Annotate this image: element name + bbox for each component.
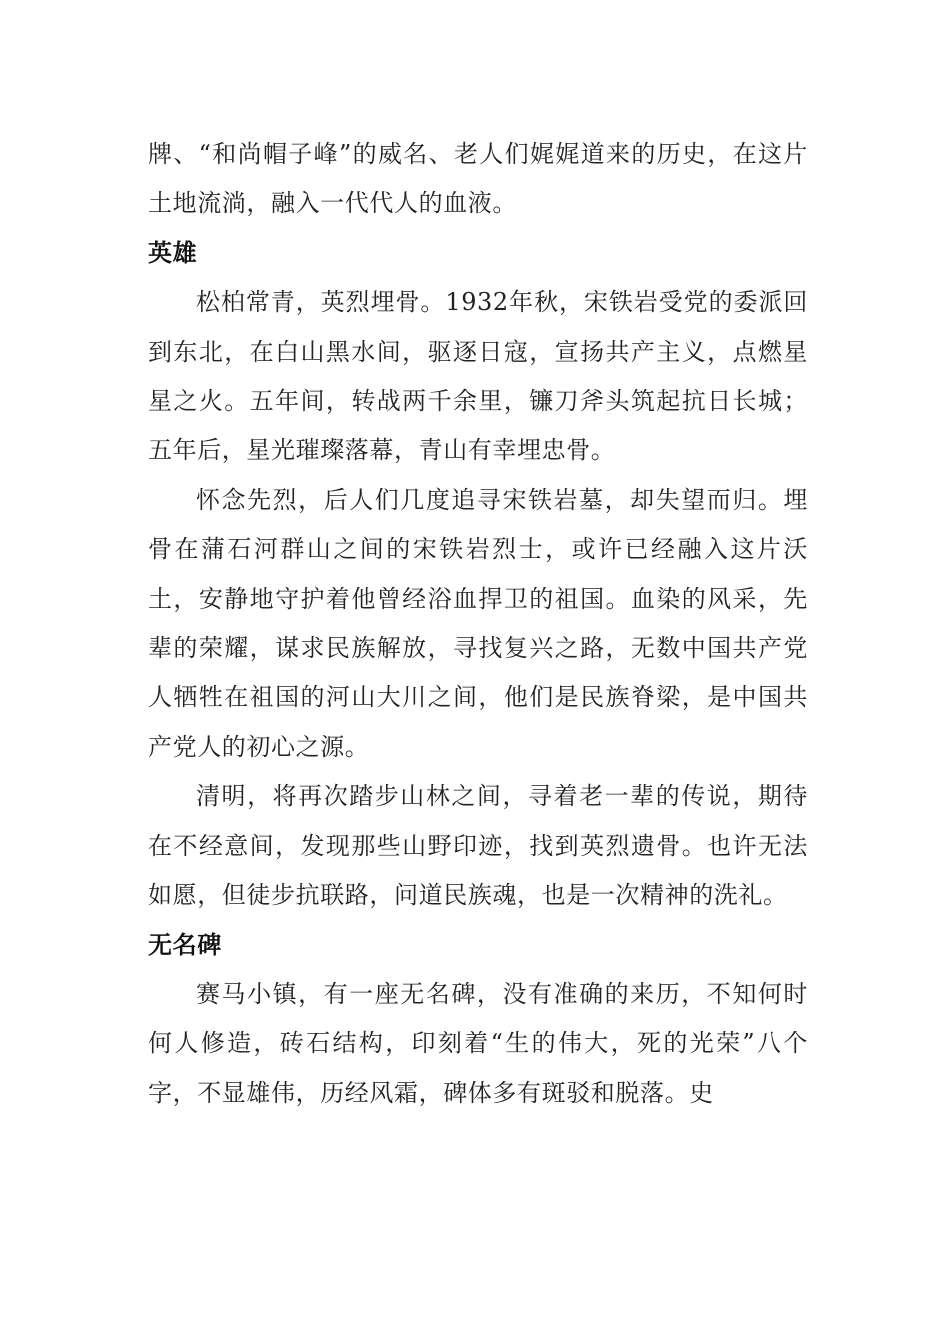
document-body (148, 130, 808, 1118)
paragraph-saima-town: 赛马小镇，有一座无名碑，没有准确的来历，不知何时何人修造，砖石结构，印刻着“生的伟大，死的光荣”八个字，不显雄伟，历经风霜，碑体多有斑驳和脱落。史 (148, 979, 808, 1107)
paragraph-remembrance: 怀念先烈，后人们几度追寻宋铁岩墓，却失望而归。埋骨在蒲石河群山之间的宋铁岩烈士，或许已经融入这片沃土，安静地守护着他曾经浴血捍卫的祖国。血染的风采，先辈的荣耀，谋求民族解放，寻找复兴之路，无数中国共产党人牺牲在祖国的河山大川之间，他们是民族脊梁，是中国共产党人的初心之源。 (148, 485, 808, 761)
section-heading-nameless-monument: 无名碑 (148, 930, 222, 959)
paragraph-qingming: 清明，将再次踏步山林之间，寻着老一辈的传说，期待在不经意间，发现那些山野印迹，找到英烈遗骨。也许无法如愿，但徒步抗联路，问道民族魂，也是一次精神的洗礼。 (148, 782, 808, 910)
paragraph-song-tieyan: 松柏常青，英烈埋骨。1932年秋，宋铁岩受党的委派回到东北，在白山黑水间，驱逐日寇，宣扬共产主义，点燃星星之火。五年间，转战两千余里，镰刀斧头筑起抗日长城；五年后，星光璀璨落幕，青山有幸埋忠骨。 (148, 288, 808, 465)
paragraph-continuation: 牌、“和尚帽子峰”的威名、老人们娓娓道来的历史，在这片土地流淌，融入一代代人的血液。 (148, 140, 808, 218)
section-heading-hero: 英雄 (148, 238, 198, 267)
